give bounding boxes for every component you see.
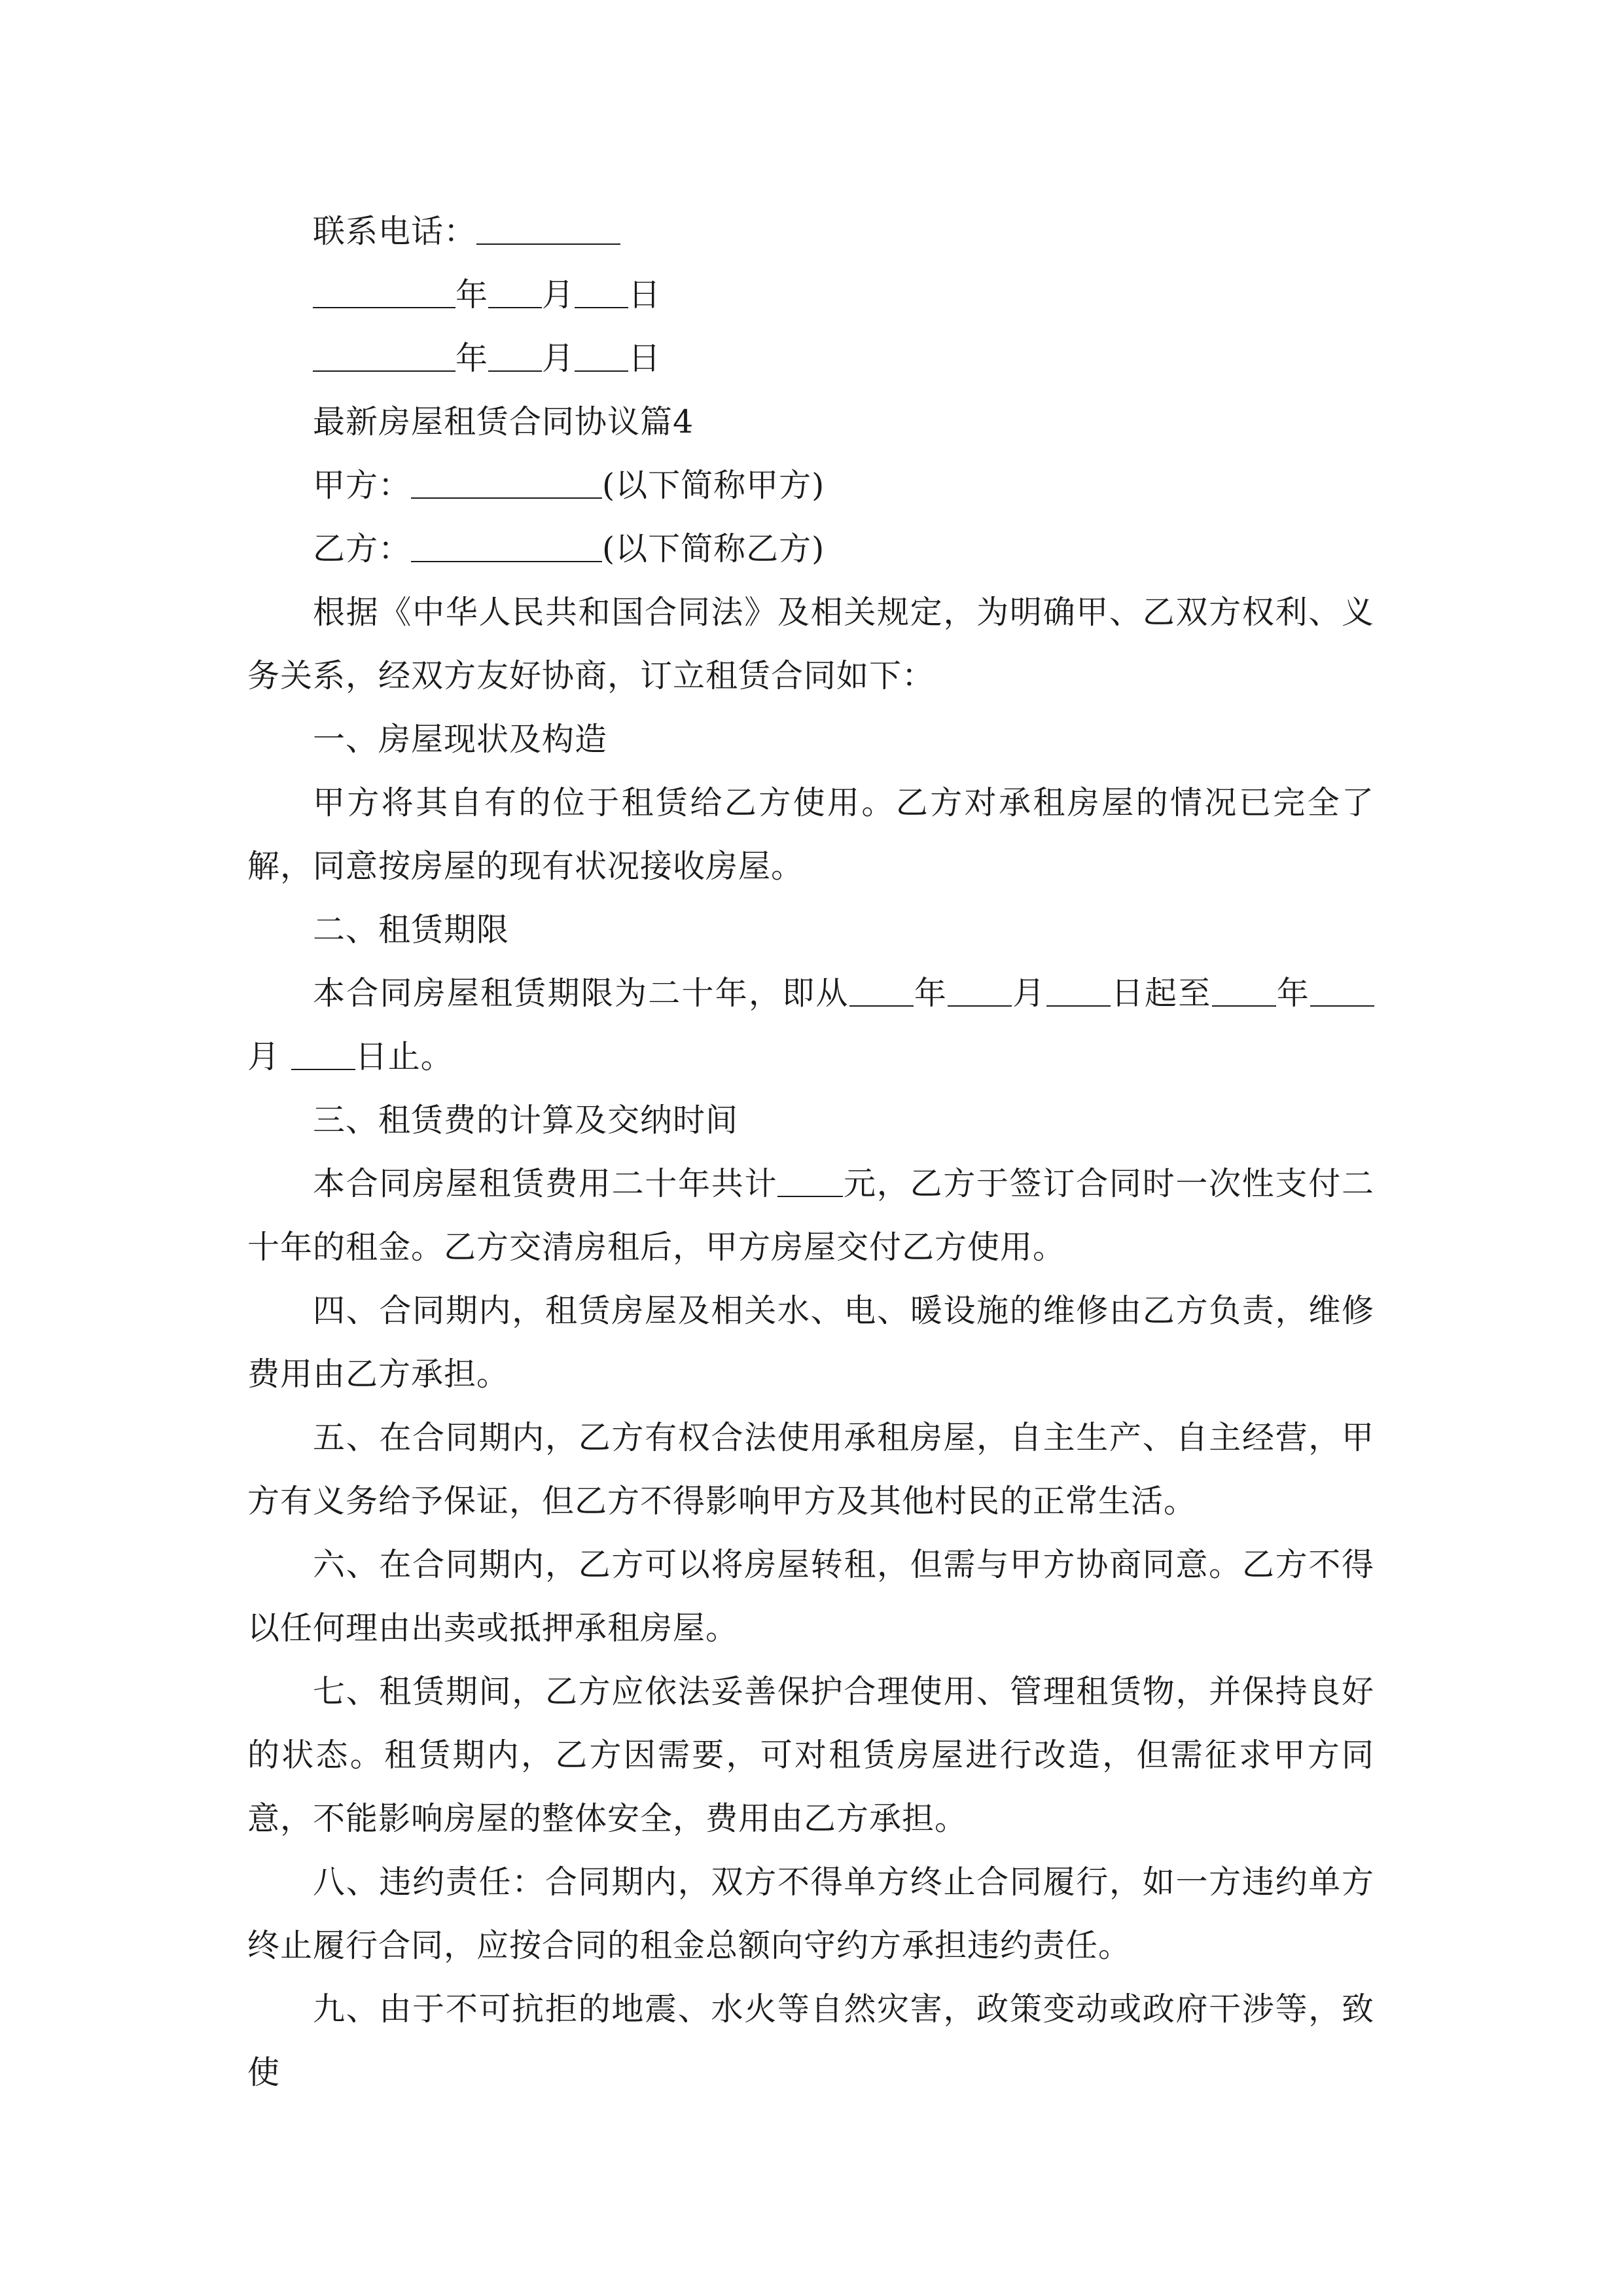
term-prefix: 本合同房屋租赁期限为二十年，即从 (313, 975, 849, 1012)
contact-phone-line (247, 200, 1374, 263)
month-blank (488, 336, 542, 371)
party-b-label: 乙方： (313, 530, 412, 567)
start-day-blank (1046, 971, 1111, 1006)
start-month-blank (948, 971, 1012, 1006)
party-b-line (247, 517, 1374, 581)
start-year-blank (849, 971, 914, 1006)
day-label: 日 (628, 340, 662, 377)
year-blank (313, 273, 455, 308)
start-day-label: 日起至 (1110, 975, 1212, 1012)
clause-2-heading: 二、租赁期限 (313, 911, 510, 948)
rent-prefix: 本合同房屋租赁费用二十年共计 (313, 1165, 778, 1202)
intro-paragraph: 根据《中华人民共和国合同法》及相关规定，为明确甲、乙双方权利、义务关系，经双方友好协商，订立租赁合同如下： (247, 594, 1374, 694)
clause-4-text: 四、合同期内，租赁房屋及相关水、电、暖设施的维修由乙方负责，维修费用由乙方承担。 (247, 1292, 1374, 1393)
end-month-blank (1310, 971, 1374, 1006)
end-year-label: 年 (1275, 975, 1310, 1012)
day-label: 日 (628, 276, 662, 314)
clause-1-heading: 一、房屋现状及构造 (313, 721, 608, 758)
party-a-suffix: (以下简称甲方) (602, 467, 825, 504)
clause-2-text (247, 961, 1374, 1088)
start-month-label: 月 (1012, 975, 1046, 1012)
clause-3-text (247, 1152, 1374, 1279)
year-label: 年 (455, 276, 489, 314)
clause-5-text: 五、在合同期内，乙方有权合法使用承租房屋，自主生产、自主经营，甲方有义务给予保证，但乙方不得影响甲方及其他村民的正常生活。 (247, 1419, 1374, 1520)
end-year-blank (1212, 971, 1276, 1006)
party-b-blank (411, 527, 602, 562)
month-label: 月 (542, 276, 575, 314)
clause-3-heading: 三、租赁费的计算及交纳时间 (313, 1102, 739, 1139)
clause-9-text: 九、由于不可抗拒的地震、水火等自然灾害，政策变动或政府干涉等，致使 (247, 1990, 1374, 2091)
clause-7-text: 七、租赁期间，乙方应依法妥善保护合理使用、管理租赁物，并保持良好的状态。租赁期内，乙方因需要，可对租赁房屋进行改造，但需征求甲方同意，不能影响房屋的整体安全，费用由乙方承担。 (247, 1673, 1374, 1837)
date-line-2 (247, 327, 1374, 390)
party-a-blank (411, 463, 602, 498)
day-blank (575, 273, 628, 308)
start-year-label: 年 (913, 975, 948, 1012)
month-blank (488, 273, 542, 308)
rent-suffix: 元，乙方于签订合同时一次性支付二十年的租金。乙方交清房租后，甲方房屋交付乙方使用。 (247, 1165, 1374, 1266)
day-blank (575, 336, 628, 371)
party-b-suffix: (以下简称乙方) (602, 530, 825, 567)
end-month-label: 月 (247, 1038, 281, 1075)
party-a-label: 甲方： (313, 467, 412, 504)
phone-label: 联系电话： (313, 213, 477, 250)
party-a-line (247, 454, 1374, 517)
year-label: 年 (455, 340, 489, 377)
section-title: 最新房屋租赁合同协议篇4 (313, 403, 694, 440)
clause-6-text: 六、在合同期内，乙方可以将房屋转租，但需与甲方协商同意。乙方不得以任何理由出卖或抵押承租房屋。 (247, 1546, 1374, 1647)
date-line-1 (247, 263, 1374, 327)
end-day-label: 日止。 (355, 1038, 454, 1075)
contract-body (247, 200, 1374, 2104)
phone-blank (476, 209, 620, 244)
rent-amount-blank (777, 1162, 843, 1196)
year-blank (313, 336, 455, 371)
end-day-blank (291, 1035, 355, 1069)
clause-1-text: 甲方将其自有的位于租赁给乙方使用。乙方对承租房屋的情况已完全了解，同意按房屋的现有状况接收房屋。 (247, 784, 1374, 885)
clause-8-text: 八、违约责任：合同期内，双方不得单方终止合同履行，如一方违约单方终止履行合同，应按合同的租金总额向守约方承担违约责任。 (247, 1863, 1374, 1964)
month-label: 月 (542, 340, 575, 377)
